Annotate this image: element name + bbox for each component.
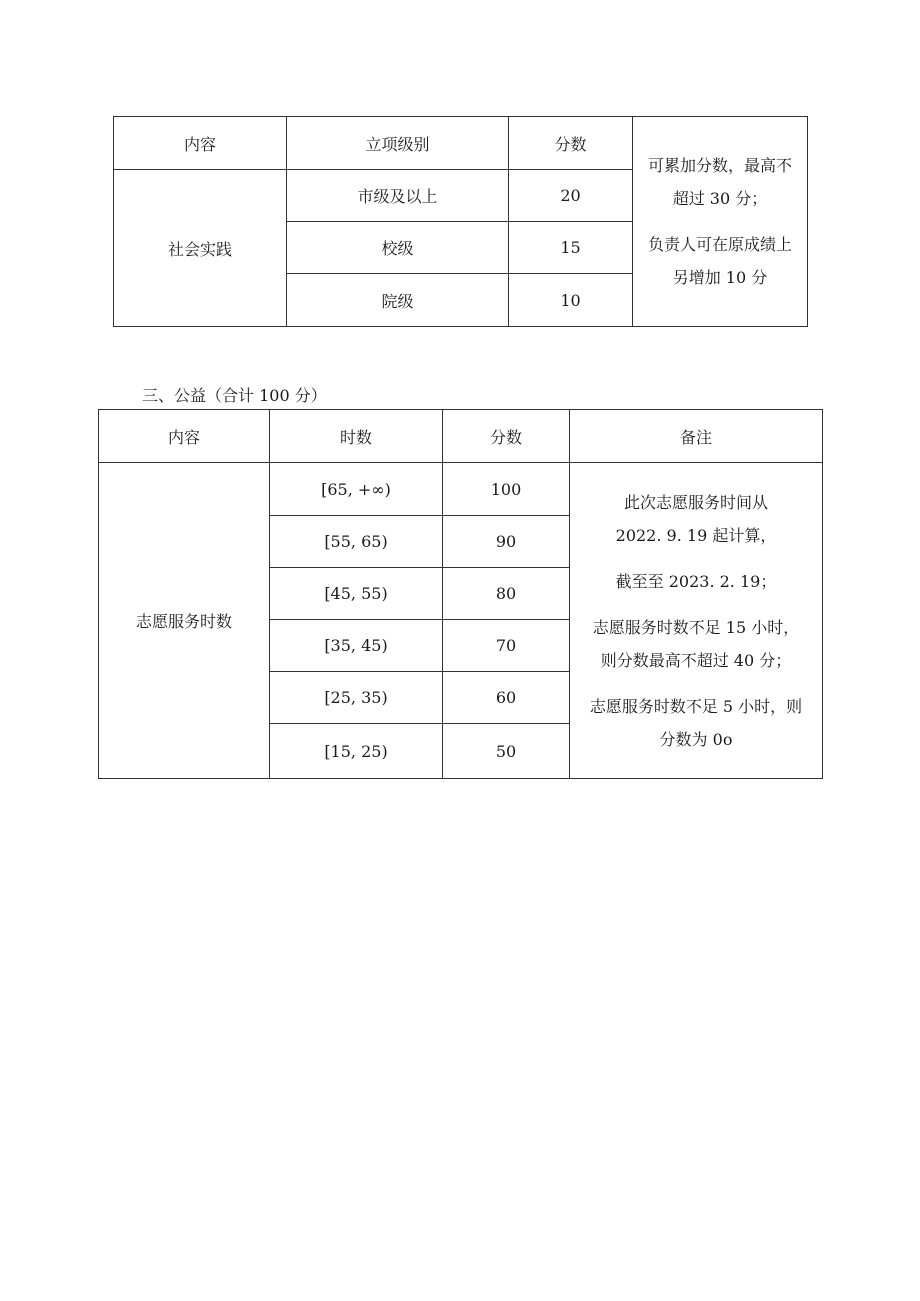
note-line: 截至至 2023. 2. 19； [615,571,777,591]
hours-range-cell: [45, 55) [270,568,443,620]
note-line: 另增加 10 分 [672,268,768,287]
note-block [633,228,807,294]
note-line: 志愿服务时数不足 15 小时， [592,617,800,637]
note-cell [570,463,823,779]
header-project-level: 立项级别 [287,117,509,170]
score-cell: 100 [443,463,570,516]
score-cell: 20 [509,170,633,222]
hours-range-cell: [55, 65) [270,516,443,568]
note-line: 分数为 0o [659,729,733,749]
header-hours: 时数 [270,410,443,463]
header-content: 内容 [99,410,270,463]
score-cell: 70 [443,620,570,672]
hours-range-cell: [35, 45) [270,620,443,672]
score-cell: 90 [443,516,570,568]
volunteer-hours-score-table [98,409,823,779]
content-cell: 社会实践 [114,170,287,327]
level-cell: 市级及以上 [287,170,509,222]
hours-range-cell: [15, 25) [270,724,443,779]
note-block [570,486,822,552]
note-line: 此次志愿服务时间从 [623,492,768,512]
note-block [633,149,807,215]
note-cell [633,117,808,327]
note-line: 2022. 9. 19 起计算， [615,525,777,545]
note-block [570,565,822,598]
note-block [570,690,822,756]
score-cell: 80 [443,568,570,620]
content-cell: 志愿服务时数 [99,463,270,779]
project-level-score-table [113,116,808,327]
hours-range-cell: [65, +∞) [270,463,443,516]
note-line: 负责人可在原成绩上 [647,235,792,254]
note-line: 志愿服务时数不足 5 小时，则 [589,696,803,716]
level-cell: 校级 [287,222,509,274]
header-score: 分数 [443,410,570,463]
note-line: 则分数最高不超过 40 分； [600,650,792,670]
score-cell: 60 [443,672,570,724]
header-content: 内容 [114,117,287,170]
header-remarks: 备注 [570,410,823,463]
score-cell: 15 [509,222,633,274]
score-cell: 10 [509,274,633,327]
header-score: 分数 [509,117,633,170]
section-title: 三、公益（合计 100 分） [142,386,327,405]
note-line: 可累加分数，最高不 [647,156,792,175]
level-cell: 院级 [287,274,509,327]
note-line: 超过 30 分； [672,189,768,208]
note-block [570,611,822,677]
score-cell: 50 [443,724,570,779]
hours-range-cell: [25, 35) [270,672,443,724]
